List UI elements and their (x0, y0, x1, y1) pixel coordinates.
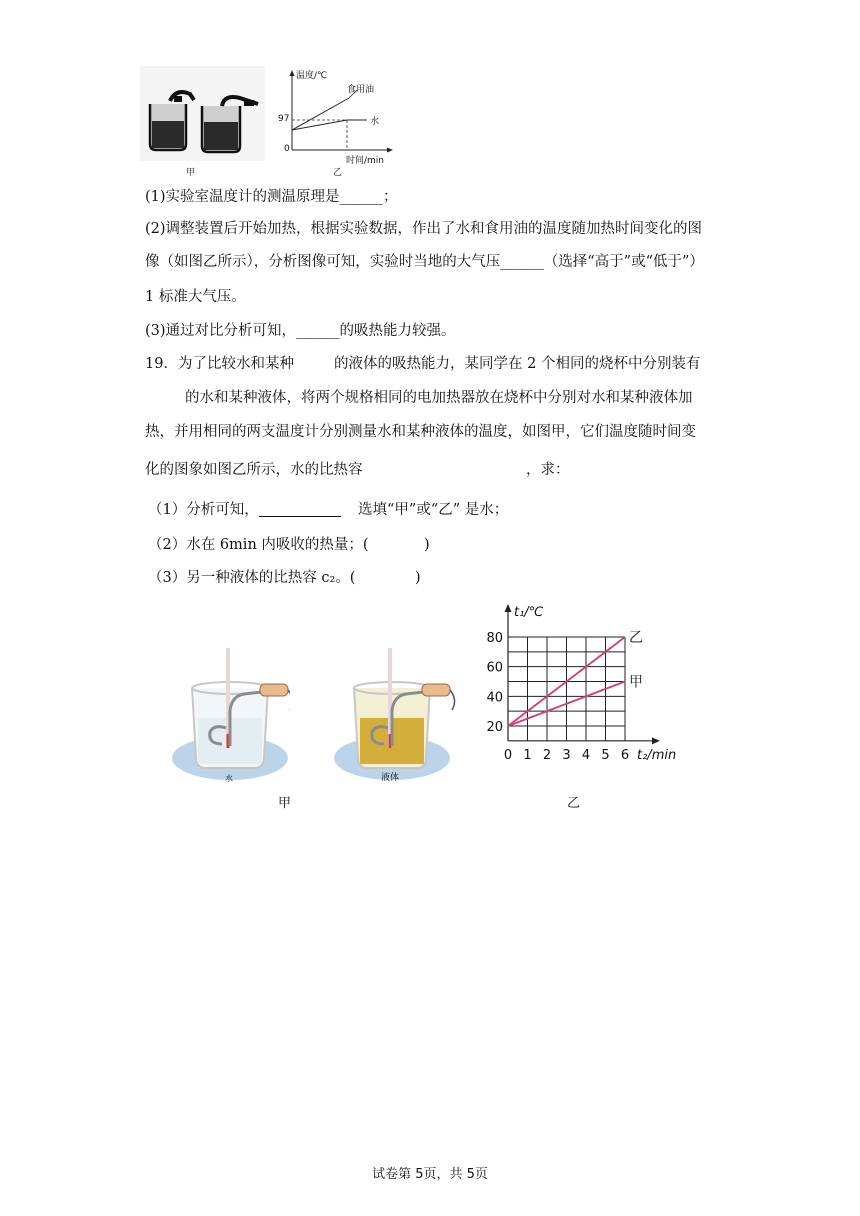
beakers-photo (140, 66, 265, 161)
y-tick-label: 40 (486, 690, 503, 706)
y-axis-arrow (505, 604, 512, 612)
x-tick-label: 5 (601, 747, 610, 763)
beaker-liquid-label: 液体 (381, 773, 400, 783)
y-tick-label: 80 (486, 631, 503, 646)
top-caption-jia: 甲 (186, 168, 196, 178)
x-tick-label: 3 (562, 747, 571, 763)
top-y-axis-label: 温度/℃ (296, 71, 328, 81)
bottom-figure-jia (170, 640, 470, 820)
x-tick-label: 4 (581, 747, 591, 763)
top-tick-97: 97 (278, 114, 290, 124)
top-caption-yi: 乙 (333, 168, 343, 178)
q19-sub1-blank (259, 516, 341, 517)
x-axis-label: t₂/min (637, 747, 677, 763)
q19-sub1-end: 选填“甲”或“乙” 是水； (358, 502, 509, 518)
q19-sub2-close: ) (424, 537, 430, 553)
q19-line4-end: ，求： (526, 462, 570, 478)
y-tick-label: 20 (486, 720, 503, 735)
q19-line4-start: 化的图象如图乙所示，水的比热容 (145, 462, 363, 478)
q19-sub1-start: （1）分析可知， (148, 502, 259, 518)
x-axis-arrow (652, 737, 660, 744)
q19-sub2: （2）水在 6min 内吸收的热量；( (148, 537, 369, 553)
q19-line3: 热，并用相同的两支温度计分别测量水和某种液体的温度，如图甲，它们温度随时间变 (145, 424, 696, 440)
top-series-water: 水 (370, 117, 380, 127)
bottom-caption-yi: 乙 (567, 796, 581, 811)
q18-part2-line3: 1 标准大气压。 (145, 289, 246, 305)
q18-part3: (3)通过对比分析可知，______的吸热能力较强。 (145, 323, 456, 339)
top-x-axis-label: 时间/min (346, 156, 385, 166)
water-beaker-illustration (170, 640, 290, 790)
top-temperature-graph (277, 68, 407, 173)
q19-line1-start: 19．为了比较水和某种 (145, 356, 294, 372)
temperature-time-chart (470, 600, 690, 800)
q19-sub3-close: ) (415, 570, 421, 586)
x-tick-label: 6 (620, 747, 630, 763)
q18-part2-line1: (2)调整装置后开始加热，根据实验数据，作出了水和食用油的温度随加热时间变化的图 (145, 221, 703, 237)
y-tick-label: 60 (486, 660, 503, 676)
x-tick-label: 1 (523, 747, 532, 763)
top-figure (140, 66, 400, 181)
q18-part1: (1)实验室温度计的测温原理是______； (145, 189, 398, 205)
q19-sub3: （3）另一种液体的比热容 c₂。( (148, 570, 356, 586)
x-tick-label: 0 (503, 747, 513, 763)
y-axis-label: t₁/℃ (514, 605, 544, 620)
top-series-oil: 食用油 (347, 85, 375, 95)
series-label: 乙 (629, 630, 643, 646)
q18-part2-line2: 像（如图乙所示），分析图像可知，实验时当地的大气压______（选择“高于”或“低于”） (145, 254, 704, 270)
beaker-water-label: 水 (225, 774, 233, 783)
page-footer: 试卷第 5页，共 5页 (372, 1167, 488, 1182)
series-label: 甲 (629, 674, 643, 691)
liquid-beaker-illustration (332, 640, 462, 790)
x-tick-label: 2 (542, 747, 552, 763)
q19-line2: 的水和某种液体，将两个规格相同的电加热器放在烧杯中分别对水和某种液体加 (185, 390, 693, 406)
bottom-caption-jia: 甲 (278, 796, 292, 811)
top-origin: 0 (284, 144, 290, 154)
q19-line1-end: 的液体的吸热能力，某同学在 2 个相同的烧杯中分别装有 (334, 356, 701, 372)
